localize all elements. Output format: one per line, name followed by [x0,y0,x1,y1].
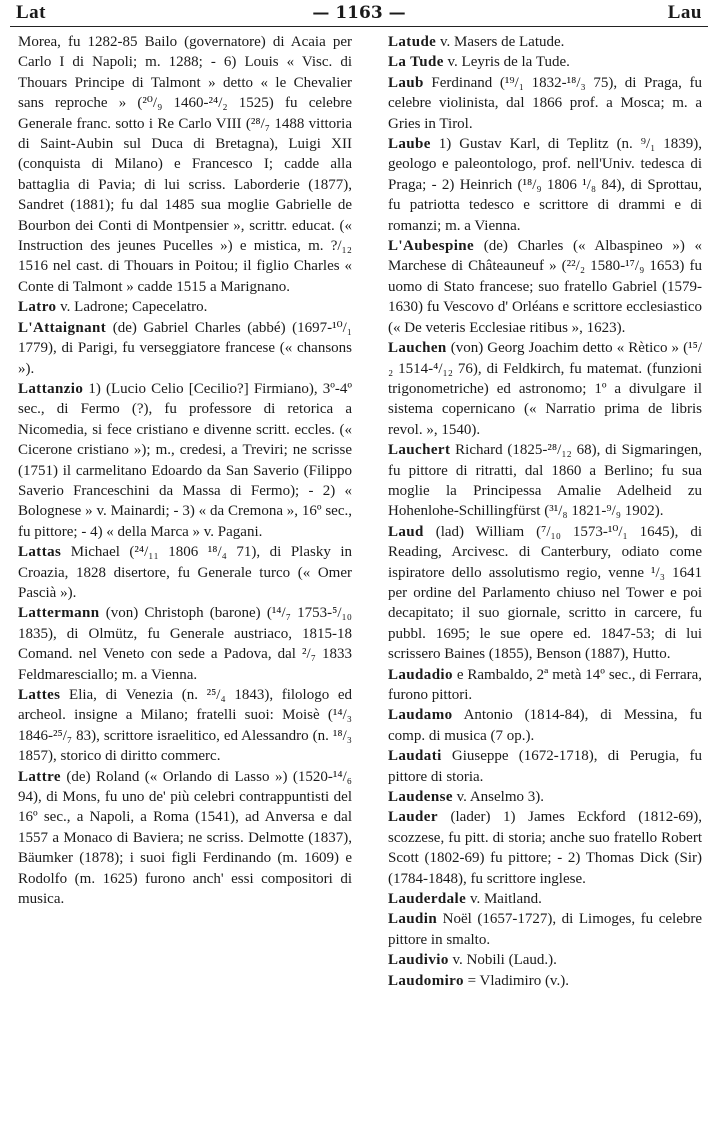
entry-headword: Lauder [388,809,438,826]
dictionary-entry [388,787,702,807]
entry-text: Giuseppe (1672-1718), di Perugia, fu pittore di storia. [388,748,703,785]
dictionary-entry [388,338,702,440]
right-column [388,32,702,991]
entry-text: Antonio (1814-84), di Messina, fu comp. di musica (7 op.). [388,707,702,744]
dictionary-entry [388,52,702,72]
dictionary-entry [18,603,352,685]
columns [8,32,710,1133]
entry-text: (lader) 1) James Eckford (1812-69), scozzese, fu pitt. di storia; anche suo fratello Robert Scott (1802-69) fu pittore; - 2) Thomas Dick (Sir) (1784-1848), fu scrittore inglese. [388,809,703,887]
dictionary-entry [18,32,352,297]
entry-text: 1) (Lucio Celio [Cecilio?] Firmiano), 3º-4º sec., di Fermo (?), fu professore di retorica a Nicomedia, si fece cristiano e divenne scritt. eccles. (« Cicerone cristiano »); m., credesi, a Treviri; ne scrisse (1751) il carmelitano Edoardo da San Saverio (Filippo Saverio Franceschini da Massa di Fermo); - 2) « Bolognese » v. Mainardi; - 3) « da Cremona », 16º sec., fu pittore; - 4) « della Marca » v. Pagani. [18,380,352,540]
entry-text: (de) Gabriel Charles (abbé) (1697-¹⁰/₁ 1779), di Parigi, fu verseggiatore francese (« chansons »). [18,319,353,377]
entry-text: 1) Gustav Karl, di Teplitz (n. ⁹/₁ 1839), geologo e paleontologo, prof. nell'Univ. tedesca di Praga; - 2) Heinrich (¹⁸/₉ 1806 ¹/₈ 84), di Sprottau, fu patriotta tedesco e scrittore di drammi e di romanzi; m. a Vienna. [388,136,703,234]
entry-headword: Lattanzio [18,380,84,397]
entry-headword: Laud [388,523,424,540]
entry-headword: Lauderdale [388,891,467,908]
entry-text: v. Maitland. [469,891,542,908]
header-left-guide-word: Lat [16,2,46,23]
entry-headword: Latude [388,34,437,50]
page-header [10,0,708,27]
left-column [18,32,352,909]
dictionary-entry [388,889,702,909]
entry-text: e Rambaldo, 2ª metà 14º sec., di Ferrara, furono pittori. [388,666,703,703]
entry-text: Ferdinand (¹⁹/₁ 1832-¹⁸/₃ 75), di Praga, fu celebre violinista, dal 1866 prof. a Mosca; m. a Gries in Tirol. [388,74,702,132]
entry-text: (de) Roland (« Orlando di Lasso ») (1520-¹⁴/₆ 94), di Mons, fu uno de' più celebri contrappuntisti del 16º sec., a Napoli, a Roma (1541), ad Anversa e dal 1557 a Monaco di Baviera; ne scriss. Delmotte (1837), Bäumker (1878); i suoi figli Ferdinando (m. 1609) e Rodolfo (m. 1625) furono anch' essi compositori di musica. [18,768,353,908]
entry-text: v. Nobili (Laud.). [452,952,557,969]
entry-text: Elia, di Venezia (n. ²⁵/₄ 1843), filologo ed archeol. insigne a Milano; fratelli suoi: Moisè (¹⁴/₃ 1846-²⁵/₇ 83), scrittore israelitico, ed Alessandro (n. ¹⁸/₃ 1857), storico di diritto commerc. [18,687,352,765]
dictionary-entry [18,379,352,542]
dictionary-entry [388,909,702,950]
header-right-guide-word: Lau [667,2,702,23]
entry-text: v. Leyris de la Tude. [447,54,570,71]
entry-headword: Lattes [18,687,61,703]
entry-text: Michael (²⁴/₁₁ 1806 ¹⁸/₄ 71), di Plasky in Croazia, 1828 disertore, fu Generale turco (« Omer Pascià »). [18,544,353,601]
entry-headword: Laub [388,74,424,91]
entry-headword: Laudivio [388,952,449,969]
dictionary-entry [388,950,702,970]
entry-headword: Lauchen [388,340,447,357]
entry-headword: Latro [18,299,57,316]
entry-text: v. Ladrone; Capecelatro. [60,299,208,316]
dictionary-entry [388,807,702,889]
entry-headword: L'Aubespine [388,238,475,255]
dictionary-entry [388,705,702,746]
entry-headword: Laudadio [388,666,453,683]
entry-headword: Laube [388,136,431,153]
entry-text: (de) Charles (« Albaspineo ») « Marchese di Châteauneuf » (²²/₂ 1580-¹⁷/₉ 1653) fu uomo di Stato francese; suo fratello Gabriel (1579-1630) fu Vescovo d' Orléans e scrittore ecclesiastico (« De veteris Ecclesiae ritibus », 1623). [388,238,702,336]
dictionary-entry [388,971,702,991]
dictionary-entry [388,522,702,665]
dictionary-entry [388,32,702,52]
entry-text: v. Anselmo 3). [456,789,544,806]
entry-text: v. Masers de Latude. [440,34,565,50]
dictionary-entry [18,297,352,317]
page-number: — 1163 — [312,3,406,23]
entry-headword: Laudamo [388,707,453,724]
dictionary-entry [388,746,702,787]
entry-headword: Laudati [388,748,442,765]
entry-headword: Lauchert [388,442,451,459]
entry-headword: Laudin [388,911,438,928]
entry-headword: Lattre [18,768,61,785]
entry-text: Noël (1657-1727), di Limoges, fu celebre pittore in smalto. [388,911,703,948]
dictionary-entry [18,318,352,379]
entry-text: (von) Christoph (barone) (¹⁴/₇ 1753-⁵/₁₀ 1835), di Olmütz, fu Generale austriaco, 1815-18 Comand. nel Veneto con sede a Padova, dal ²/₇ 1833 Feldmaresciallo; m. a Vienna. [18,605,353,683]
dictionary-entry [18,767,352,910]
dictionary-entry [18,685,352,767]
entry-text: Morea, fu 1282-85 Bailo (governatore) di Acaia per Carlo I di Napoli; m. 1288; - 6) Louis « Visc. di Thouars Principe di Talmont » detto « le Chevalier sans reproche » (²⁰/₉ 1460-²⁴/₂ 1525) fu celebre Generale franc. sotto i Re Carlo VIII (²⁸/₇ 1488 vittoria di Saint-Aubin sul Duca di Bretagna), Luigi XII (conquista di Milano) e Francesco I; cadde alla battaglia di Pavia; di lui scriss. Laborderie (1877), Sandret (1881); fu dal 1485 sua moglie Gabrielle de Bourbon dei Conti di Montpensier », scrittr. educat. (« Instruction des jeunes Pucelles ») e mistica, m. ?/₁₂ 1516 nel cast. di Thouars in Poitou; il figlio Charles « Conte di Talmont » cadde 1515 a Marignano. [18,34,352,295]
entry-headword: Laudense [388,789,453,806]
dictionary-entry [388,665,702,706]
entry-headword: L'Attaignant [18,319,107,336]
entry-headword: Laudomiro [388,972,464,989]
entry-text: (von) Georg Joachim detto « Rètico » (¹⁵/₂ 1514-⁴/₁₂ 76), di Feldkirch, fu matemat. (funzioni trigonometriche) ed astronomo; 1º a divulgare il sistema copernicano (« Narratio prima de libris revol. », 1540). [388,340,702,438]
dictionary-entry [18,542,352,603]
dictionary-entry [388,236,702,338]
entry-headword: La Tude [388,54,444,71]
entry-headword: Lattas [18,544,62,561]
entry-headword: Lattermann [18,605,100,622]
dictionary-entry [388,73,702,134]
dictionary-entry [388,440,702,522]
entry-text: = Vladimiro (v.). [467,972,569,989]
entry-text: Richard (1825-²⁸/₁₂ 68), di Sigmaringen, fu pittore di ritratti, dal 1860 a Berlino; fu sua moglie la Principessa Amalie Adelheid zu Hohenlohe-Schillingfürst (³¹/₈ 1821-⁹/₉ 1902). [388,442,702,520]
dictionary-entry [388,134,702,236]
entry-text: (lad) William (⁷/₁₀ 1573-¹⁰/₁ 1645), di Reading, Arcivesc. di Canterbury, odiato come ispiratore dello assolutismo regio, venne ¹/₃ 1641 per ordine del Parlamento chiuso nel Tower e poi decapitato; il suo giornale, scritto in carcere, fu pubbl. 1695; le sue opere ed. 1847-53; di lui scrissero Baines (1855), Benson (1887), Hutto. [388,523,702,663]
